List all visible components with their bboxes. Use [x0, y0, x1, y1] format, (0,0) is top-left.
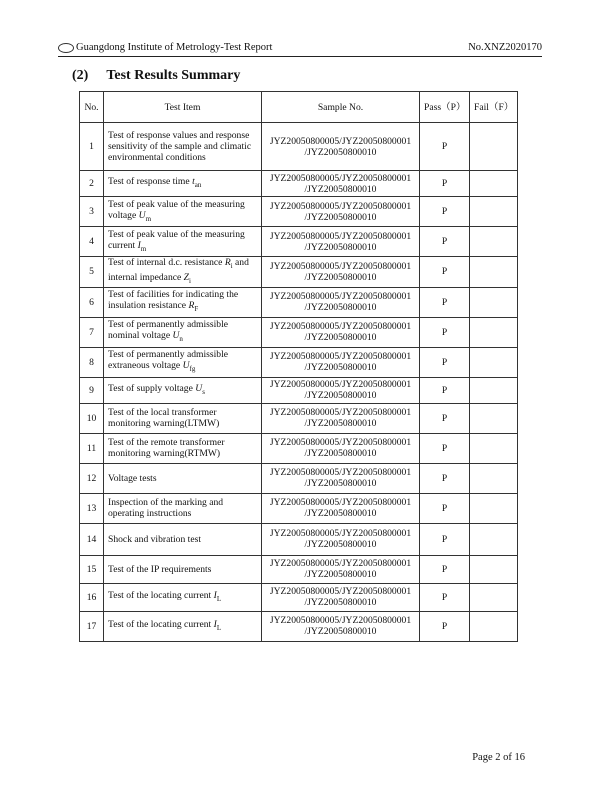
- row-no: 7: [80, 317, 104, 347]
- row-sample-no: JYZ20050800005/JYZ20050800001 /JYZ20050800010: [262, 523, 420, 555]
- row-no: 17: [80, 611, 104, 641]
- section-title-text: Test Results Summary: [106, 68, 241, 83]
- row-pass: P: [420, 555, 470, 583]
- row-sample-no: JYZ20050800005/JYZ20050800001 /JYZ20050800010: [262, 493, 420, 523]
- row-no: 9: [80, 377, 104, 403]
- results-table: [79, 91, 518, 642]
- row-test-item: Shock and vibration test: [104, 523, 262, 555]
- page-footer: Page 2 of 16: [472, 752, 525, 763]
- row-sample-no: JYZ20050800005/JYZ20050800001 /JYZ20050800010: [262, 555, 420, 583]
- row-no: 16: [80, 583, 104, 611]
- header-org: Guangdong Institute of Metrology-Test Report: [76, 42, 273, 53]
- table-row: [80, 555, 518, 583]
- page-header: [58, 42, 542, 57]
- table-row: [80, 347, 518, 377]
- table-row: [80, 287, 518, 317]
- section-title: [72, 68, 240, 84]
- row-no: 11: [80, 433, 104, 463]
- row-sample-no: JYZ20050800005/JYZ20050800001 /JYZ20050800010: [262, 403, 420, 433]
- row-sample-no: JYZ20050800005/JYZ20050800001 /JYZ20050800010: [262, 317, 420, 347]
- row-pass: P: [420, 287, 470, 317]
- table-row: [80, 611, 518, 641]
- row-test-item: Inspection of the marking and operating instructions: [104, 493, 262, 523]
- row-fail: [470, 493, 518, 523]
- row-sample-no: JYZ20050800005/JYZ20050800001 /JYZ20050800010: [262, 463, 420, 493]
- table-row: [80, 463, 518, 493]
- table-row: [80, 377, 518, 403]
- row-fail: [470, 227, 518, 257]
- row-no: 13: [80, 493, 104, 523]
- row-test-item: Voltage tests: [104, 463, 262, 493]
- row-test-item: Test of peak value of the measuring voltage $U_m$: [104, 197, 262, 227]
- table-row: [80, 123, 518, 171]
- row-fail: [470, 523, 518, 555]
- row-pass: P: [420, 377, 470, 403]
- table-row: [80, 197, 518, 227]
- row-sample-no: JYZ20050800005/JYZ20050800001 /JYZ20050800010: [262, 583, 420, 611]
- row-no: 15: [80, 555, 104, 583]
- row-pass: P: [420, 197, 470, 227]
- row-test-item: Test of the locating current $I_L$: [104, 583, 262, 611]
- row-sample-no: JYZ20050800005/JYZ20050800001 /JYZ20050800010: [262, 197, 420, 227]
- table-row: [80, 171, 518, 197]
- row-test-item: Test of permanently admissible extraneous voltage $U_{fg}$: [104, 347, 262, 377]
- row-fail: [470, 123, 518, 171]
- table-row: [80, 583, 518, 611]
- row-fail: [470, 403, 518, 433]
- row-pass: P: [420, 347, 470, 377]
- row-sample-no: JYZ20050800005/JYZ20050800001 /JYZ20050800010: [262, 171, 420, 197]
- row-sample-no: JYZ20050800005/JYZ20050800001 /JYZ20050800010: [262, 287, 420, 317]
- table-row: [80, 257, 518, 288]
- row-pass: P: [420, 123, 470, 171]
- row-fail: [470, 317, 518, 347]
- row-pass: P: [420, 611, 470, 641]
- col-header-fail: Fail（F）: [470, 92, 518, 123]
- row-pass: P: [420, 317, 470, 347]
- institute-logo-icon: [58, 43, 74, 53]
- row-test-item: Test of the local transformer monitoring warning(LTMW): [104, 403, 262, 433]
- row-test-item: Test of supply voltage $U_s$: [104, 377, 262, 403]
- row-fail: [470, 197, 518, 227]
- row-sample-no: JYZ20050800005/JYZ20050800001 /JYZ20050800010: [262, 347, 420, 377]
- row-test-item: Test of the IP requirements: [104, 555, 262, 583]
- row-fail: [470, 377, 518, 403]
- row-no: 10: [80, 403, 104, 433]
- row-pass: P: [420, 403, 470, 433]
- header-left: [58, 42, 272, 53]
- row-no: 4: [80, 227, 104, 257]
- row-no: 5: [80, 257, 104, 288]
- row-sample-no: JYZ20050800005/JYZ20050800001 /JYZ20050800010: [262, 433, 420, 463]
- table-row: [80, 227, 518, 257]
- row-test-item: Test of response time $t_{an}$: [104, 171, 262, 197]
- row-pass: P: [420, 493, 470, 523]
- section-number: (2): [72, 68, 89, 83]
- header-report-no: No.XNZ2020170: [468, 42, 542, 53]
- row-sample-no: JYZ20050800005/JYZ20050800001 /JYZ20050800010: [262, 377, 420, 403]
- row-sample-no: JYZ20050800005/JYZ20050800001 /JYZ20050800010: [262, 611, 420, 641]
- table-header-row: [80, 92, 518, 123]
- row-pass: P: [420, 523, 470, 555]
- table-row: [80, 317, 518, 347]
- row-no: 8: [80, 347, 104, 377]
- table-row: [80, 493, 518, 523]
- row-fail: [470, 347, 518, 377]
- col-header-pass: Pass（P）: [420, 92, 470, 123]
- row-no: 14: [80, 523, 104, 555]
- row-fail: [470, 433, 518, 463]
- row-test-item: Test of permanently admissible nominal voltage $U_n$: [104, 317, 262, 347]
- table-row: [80, 433, 518, 463]
- row-no: 6: [80, 287, 104, 317]
- row-test-item: Test of the remote transformer monitoring warning(RTMW): [104, 433, 262, 463]
- row-no: 2: [80, 171, 104, 197]
- col-header-sample-no: Sample No.: [262, 92, 420, 123]
- col-header-test-item: Test Item: [104, 92, 262, 123]
- row-test-item: Test of facilities for indicating the insulation resistance $R_F$: [104, 287, 262, 317]
- row-fail: [470, 555, 518, 583]
- table-row: [80, 523, 518, 555]
- table-body: [80, 123, 518, 642]
- row-pass: P: [420, 257, 470, 288]
- row-fail: [470, 287, 518, 317]
- row-fail: [470, 171, 518, 197]
- row-pass: P: [420, 227, 470, 257]
- row-fail: [470, 611, 518, 641]
- row-sample-no: JYZ20050800005/JYZ20050800001 /JYZ20050800010: [262, 227, 420, 257]
- row-pass: P: [420, 171, 470, 197]
- row-test-item: Test of peak value of the measuring current $I_m$: [104, 227, 262, 257]
- row-fail: [470, 463, 518, 493]
- row-fail: [470, 257, 518, 288]
- row-test-item: Test of the locating current $I_L$: [104, 611, 262, 641]
- col-header-no: No.: [80, 92, 104, 123]
- row-no: 3: [80, 197, 104, 227]
- row-no: 1: [80, 123, 104, 171]
- row-fail: [470, 583, 518, 611]
- row-pass: P: [420, 433, 470, 463]
- row-sample-no: JYZ20050800005/JYZ20050800001 /JYZ20050800010: [262, 257, 420, 288]
- row-no: 12: [80, 463, 104, 493]
- row-test-item: Test of response values and response sensitivity of the sample and climatic environmental conditions: [104, 123, 262, 171]
- row-pass: P: [420, 463, 470, 493]
- row-test-item: Test of internal d.c. resistance $R_i$ and internal impedance $Z_i$: [104, 257, 262, 288]
- table-row: [80, 403, 518, 433]
- row-sample-no: JYZ20050800005/JYZ20050800001 /JYZ20050800010: [262, 123, 420, 171]
- row-pass: P: [420, 583, 470, 611]
